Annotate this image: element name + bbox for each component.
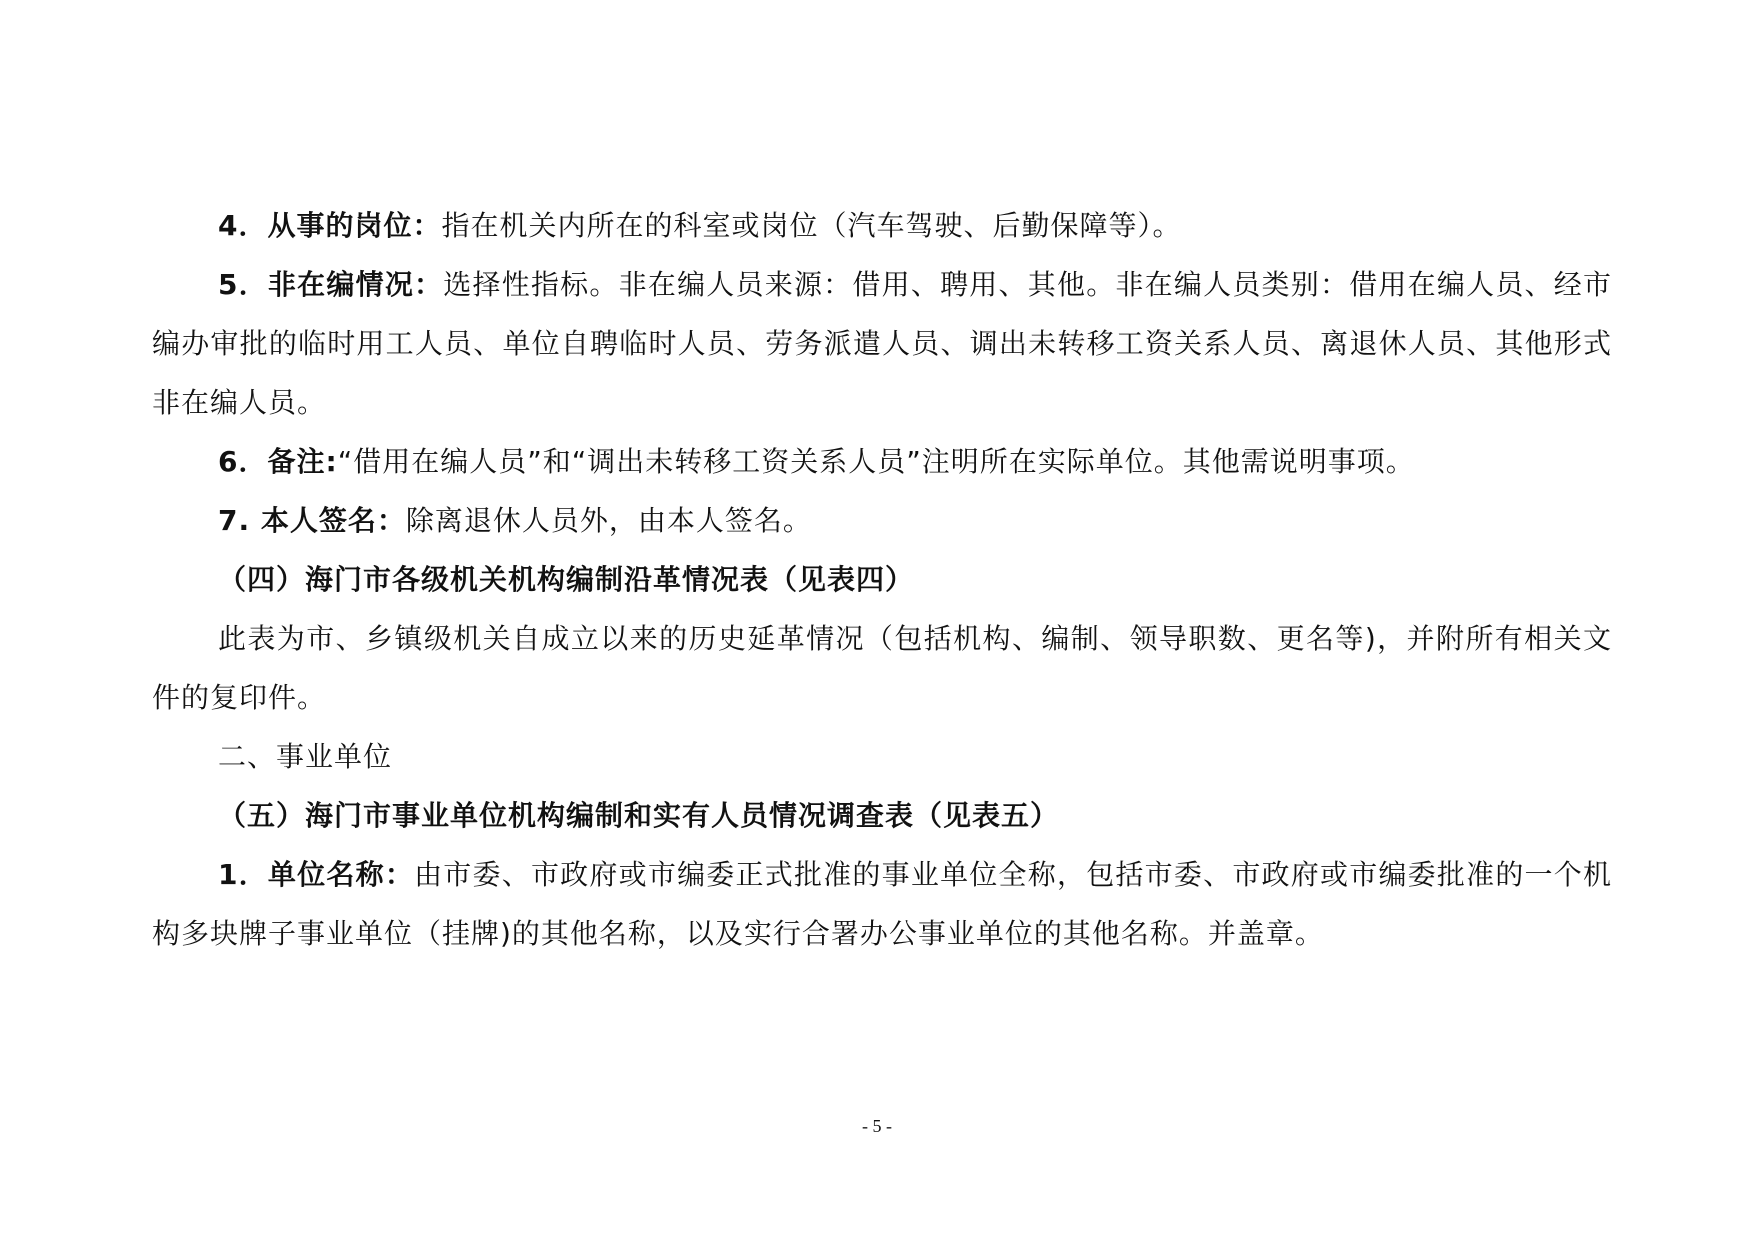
- item-6-remarks: [152, 432, 1612, 491]
- section-5-item-1: [152, 845, 1612, 963]
- item-4-post: [152, 196, 1612, 255]
- document-body: [152, 196, 1612, 963]
- section-4-body: 此表为市、乡镇级机关自成立以来的历史延革情况（包括机构、编制、领导职数、更名等)，并附所有相关文件的复印件。: [152, 622, 1612, 714]
- item-label: 4．从事的岗位：: [218, 209, 442, 242]
- item-label: 1．单位名称：: [218, 858, 415, 891]
- item-label: 7. 本人签名：: [218, 504, 406, 537]
- section-5-heading: （五）海门市事业单位机构编制和实有人员情况调查表（见表五）: [218, 799, 1060, 832]
- section-4-heading: （四）海门市各级机关机构编制沿革情况表（见表四）: [218, 563, 915, 596]
- item-text: 选择性指标。非在编人员来源：借用、聘用、其他。非在编人员类别：借用在编人员、经市编办审批的临时用工人员、单位自聘临时人员、劳务派遣人员、调出未转移工资关系人员、离退休人员、其他形式非在编人员。: [152, 268, 1612, 419]
- item-7-signature: [152, 491, 1612, 550]
- item-text: 指在机关内所在的科室或岗位（汽车驾驶、后勤保障等）。: [441, 209, 1182, 242]
- item-label: 5．非在编情况：: [218, 268, 444, 301]
- part-2-heading: 二、事业单位: [218, 740, 393, 773]
- page-number: - 5 -: [862, 1116, 892, 1136]
- item-text: “借用在编人员”和“调出未转移工资关系人员”注明所在实际单位。其他需说明事项。: [337, 445, 1415, 478]
- item-5-non-staff: [152, 255, 1612, 432]
- item-label: 6．备注:: [218, 445, 338, 478]
- item-text: 由市委、市政府或市编委正式批准的事业单位全称，包括市委、市政府或市编委批准的一个机构多块牌子事业单位（挂牌)的其他名称，以及实行合署办公事业单位的其他名称。并盖章。: [152, 858, 1613, 950]
- item-text: 除离退休人员外，由本人签名。: [405, 504, 812, 537]
